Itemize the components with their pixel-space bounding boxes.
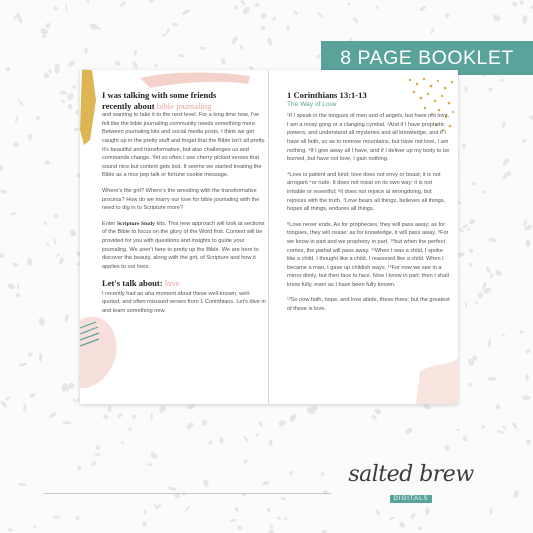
background-speck: [72, 398, 77, 403]
background-speck: [53, 238, 57, 246]
closing-paragraph: I recently had an aha moment about these well-known, well-quoted, and often misused verses from 1 Corinthians. Let's dive in and learn something new.: [102, 290, 266, 315]
background-speck: [43, 72, 51, 80]
background-speck: [430, 27, 435, 35]
background-speck: [488, 87, 493, 92]
left-page: [102, 90, 266, 323]
background-speck: [10, 212, 17, 216]
background-speck: [262, 481, 269, 486]
background-speck: [0, 400, 8, 408]
background-speck: [237, 525, 243, 531]
background-speck: [462, 224, 468, 230]
background-speck: [0, 165, 4, 171]
background-speck: [181, 8, 190, 16]
background-speck: [199, 47, 205, 50]
background-speck: [375, 509, 381, 516]
pink-blob: [80, 317, 117, 388]
background-speck: [45, 22, 52, 29]
background-speck: [268, 528, 275, 533]
background-speck: [525, 373, 529, 381]
background-speck: [13, 142, 19, 148]
background-speck: [525, 239, 530, 248]
intro-paragraph-2: Where's the grit? Where's the wrestling with the transformative process? How do we marry our love for bible journaling with the need to dig in to Scripture more?: [102, 187, 260, 212]
background-speck: [36, 116, 40, 120]
background-speck: [466, 228, 470, 231]
background-speck: [293, 10, 299, 16]
scripture-study-name: Scripture Study: [116, 220, 155, 227]
background-speck: [277, 419, 286, 428]
background-speck: [521, 138, 527, 144]
background-speck: [487, 376, 496, 381]
right-page: [287, 90, 451, 321]
background-speck: [288, 413, 297, 423]
background-speck: [28, 134, 33, 140]
background-speck: [404, 427, 413, 436]
background-speck: [240, 0, 246, 6]
background-speck: [280, 496, 287, 501]
background-speck: [228, 518, 237, 522]
background-speck: [86, 0, 90, 4]
intro-paragraph-1: and wanting to take it to the next level. For a long time now, I've felt like the bible journaling community needs something more. Between journaling kits and social media posts, I think we get caught up in the pretty stuff and forget that the Bible isn't all pretty. It's beautiful and transformative, but also challenges us and commands change. Yet so often I see cherry picked verses that sound nice but context gets lost. It seems we started treating the Bible as a nice pep talk or fortune cookie message.: [102, 112, 266, 179]
background-speck: [489, 507, 493, 514]
background-speck: [18, 362, 27, 367]
background-speck: [288, 470, 293, 476]
background-speck: [488, 237, 497, 243]
background-speck: [266, 507, 271, 512]
background-speck: [185, 421, 194, 430]
scripture-reference: 1 Corinthians 13:1-13: [287, 90, 367, 100]
background-speck: [46, 242, 50, 247]
background-speck: [502, 157, 511, 166]
background-speck: [276, 516, 281, 520]
background-speck: [456, 429, 460, 431]
background-speck: [511, 421, 518, 430]
background-speck: [477, 292, 484, 300]
background-speck: [501, 120, 506, 128]
background-speck: [184, 505, 191, 513]
background-speck: [489, 273, 494, 279]
background-speck: [27, 352, 33, 357]
background-speck: [48, 68, 53, 74]
background-speck: [261, 25, 266, 30]
background-speck: [243, 435, 249, 442]
background-speck: [444, 445, 450, 451]
background-speck: [133, 50, 137, 55]
background-speck: [0, 189, 7, 194]
background-speck: [18, 483, 27, 486]
background-speck: [61, 99, 66, 104]
pink-corner-scribble: [416, 358, 458, 404]
background-speck: [522, 395, 531, 401]
background-speck: [529, 115, 533, 120]
background-speck: [461, 143, 467, 149]
background-speck: [243, 459, 248, 464]
background-speck: [464, 302, 468, 309]
background-speck: [77, 466, 81, 471]
background-speck: [481, 424, 486, 429]
subheading-accent: love: [164, 278, 180, 289]
background-speck: [64, 314, 69, 323]
background-speck: [18, 99, 24, 107]
love-subheading: Let's talk about: love: [102, 278, 180, 289]
background-speck: [317, 12, 323, 19]
background-speck: [258, 421, 263, 428]
background-speck: [120, 441, 124, 444]
background-speck: [162, 33, 166, 37]
verse-paragraph-4: ¹³So now faith, hope, and love abide, these three; but the greatest of these is love.: [287, 297, 450, 313]
background-speck: [67, 59, 77, 68]
verse-paragraph-3: ⁸Love never ends. As for prophecies, they will pass away; as for tongues, they will cease; as for knowledge, it will pass away. ⁹For we know in part and we prophesy in part, ¹⁰but when the perfect comes, the partial will pass away. ¹¹When I was a child, I spoke like a child, I thought like a child, I reasoned like a child. When I became a man, I gave up childish ways. ¹²For now we see in a mirror dimly, but then face to face. Now I know in part; then I shall know fully, even as I have been fully known.: [287, 221, 449, 288]
background-speck: [235, 507, 239, 512]
background-speck: [177, 54, 185, 58]
background-speck: [53, 516, 60, 519]
background-speck: [6, 282, 16, 290]
booklet-spine: [268, 70, 269, 404]
background-speck: [287, 25, 290, 31]
background-speck: [54, 214, 59, 218]
background-speck: [165, 27, 170, 35]
background-speck: [0, 252, 5, 259]
background-speck: [67, 104, 73, 110]
background-speck: [38, 317, 46, 326]
background-speck: [73, 127, 80, 132]
background-speck: [65, 4, 68, 12]
background-speck: [119, 1, 126, 8]
background-speck: [107, 406, 111, 413]
background-speck: [464, 86, 467, 91]
background-speck: [27, 258, 33, 266]
background-speck: [417, 526, 421, 530]
background-speck: [84, 47, 88, 54]
background-speck: [102, 414, 109, 420]
background-speck: [268, 440, 272, 446]
background-speck: [512, 489, 520, 499]
background-speck: [320, 471, 324, 476]
background-speck: [501, 425, 507, 430]
background-speck: [7, 528, 13, 532]
background-speck: [12, 263, 18, 267]
background-speck: [5, 395, 11, 401]
background-speck: [15, 293, 20, 298]
background-speck: [481, 190, 487, 194]
background-speck: [284, 517, 287, 521]
background-speck: [75, 109, 80, 116]
gold-brush-stroke: [80, 70, 96, 145]
background-speck: [351, 16, 359, 24]
background-speck: [511, 1, 518, 8]
background-speck: [468, 383, 472, 387]
background-speck: [492, 13, 502, 22]
background-speck: [419, 5, 427, 12]
background-speck: [150, 413, 152, 420]
kit-paragraph: Enter Scripture Study kits. This new approach will look at sections of the Bible to focus on the glory of the Word first. Context will be provided for you with questions and insights to guide your journaling. We aren't here to pretty up the Bible. We are here to discover the beauty, along with the grit, of Scripture and how it applies to our lives.: [102, 220, 265, 270]
background-speck: [499, 79, 504, 82]
background-speck: [59, 90, 67, 96]
background-speck: [471, 182, 476, 186]
background-speck: [131, 61, 138, 70]
background-speck: [272, 16, 277, 22]
background-speck: [525, 439, 531, 446]
background-speck: [72, 85, 76, 89]
brand-logo: [331, 463, 491, 503]
background-speck: [496, 429, 504, 434]
page-count-banner: 8 PAGE BOOKLET: [321, 41, 533, 75]
background-speck: [44, 160, 50, 165]
background-speck: [220, 58, 226, 65]
background-speck: [375, 5, 379, 10]
background-speck: [95, 445, 100, 450]
background-speck: [260, 12, 268, 20]
background-speck: [254, 2, 260, 7]
background-speck: [520, 0, 524, 5]
background-speck: [116, 412, 123, 419]
background-speck: [62, 421, 71, 425]
background-speck: [15, 115, 19, 124]
background-speck: [485, 266, 491, 274]
background-speck: [487, 339, 491, 348]
background-speck: [373, 408, 382, 415]
background-speck: [240, 45, 243, 49]
background-speck: [141, 521, 147, 528]
background-speck: [525, 348, 531, 354]
background-speck: [462, 436, 468, 442]
background-speck: [495, 269, 503, 277]
background-speck: [425, 507, 430, 516]
background-speck: [502, 334, 506, 337]
background-speck: [128, 427, 132, 431]
background-speck: [148, 0, 155, 4]
logo-tagline: DIGITALS: [390, 495, 433, 503]
background-speck: [231, 35, 239, 45]
background-speck: [131, 414, 136, 419]
background-speck: [423, 403, 432, 410]
pink-swoosh: [140, 73, 250, 89]
background-speck: [186, 404, 195, 411]
background-speck: [444, 12, 451, 19]
verse-paragraph-1: ¹If I speak in the tongues of men and of angels, but have not love, I am a noisy gong or a clanging cymbal. ²And if I have prophetic powers, and understand all mysteries and all knowledge, and if I have all faith, so as to remove mountains, but have not love, I am nothing. ³If I give away all I have, and if I deliver up my body to be burned, but have not love, I gain nothing.: [287, 113, 450, 163]
background-speck: [468, 248, 474, 254]
background-speck: [39, 27, 49, 36]
background-speck: [409, 512, 416, 520]
background-speck: [53, 5, 59, 11]
background-speck: [521, 14, 528, 24]
background-speck: [209, 440, 213, 445]
background-speck: [475, 301, 478, 305]
background-speck: [69, 229, 77, 238]
scripture-title: The Way of Love: [287, 100, 337, 108]
background-speck: [389, 516, 395, 520]
background-speck: [171, 487, 176, 492]
background-speck: [39, 353, 43, 362]
background-speck: [370, 414, 377, 420]
background-speck: [147, 463, 153, 466]
background-speck: [17, 283, 19, 290]
background-speck: [43, 220, 48, 225]
logo-wordmark: salted brew: [348, 462, 474, 487]
background-speck: [219, 437, 223, 444]
background-speck: [398, 521, 406, 528]
background-speck: [201, 420, 208, 427]
background-speck: [154, 64, 158, 68]
background-speck: [347, 2, 351, 6]
background-speck: [267, 37, 273, 46]
background-speck: [58, 257, 64, 265]
background-speck: [90, 460, 97, 467]
verse-paragraph-2: ⁴Love is patient and kind; love does not envy or boast; it is not arrogant ⁵or rude. It does not insist on its own way; it is not irritable or resentful; ⁶it does not rejoice at wrongdoing, but rejoices with the truth. ⁷Love bears all things, believes all things, hopes all things, endures all things.: [287, 171, 446, 213]
background-speck: [29, 392, 36, 398]
background-speck: [5, 66, 11, 72]
intro-heading: I was talking with some friends recently about bible journaling: [102, 90, 217, 111]
background-speck: [468, 218, 476, 225]
background-speck: [94, 453, 101, 456]
background-speck: [48, 411, 57, 419]
heading-accent: bible journaling: [156, 100, 212, 111]
background-speck: [241, 6, 251, 16]
background-speck: [55, 252, 60, 257]
booklet-spread: [80, 70, 458, 404]
background-speck: [42, 35, 46, 39]
background-speck: [270, 524, 274, 528]
background-speck: [233, 5, 238, 10]
background-speck: [149, 451, 158, 460]
background-speck: [519, 330, 524, 334]
background-speck: [75, 515, 79, 521]
background-speck: [143, 509, 146, 515]
background-speck: [158, 404, 168, 414]
background-speck: [495, 403, 501, 410]
background-speck: [255, 433, 260, 437]
background-speck: [114, 60, 121, 67]
background-speck: [459, 228, 465, 233]
background-speck: [33, 525, 37, 529]
background-speck: [202, 479, 209, 487]
background-speck: [468, 262, 473, 267]
background-speck: [172, 23, 178, 27]
